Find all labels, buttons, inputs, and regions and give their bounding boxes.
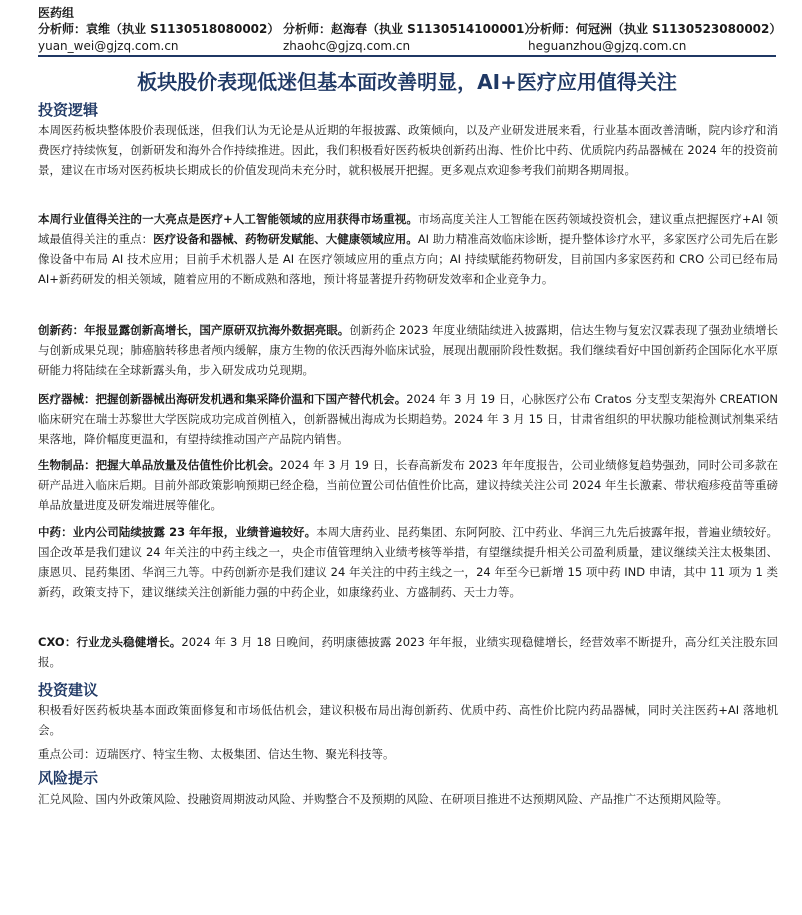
analyst-2	[283, 21, 536, 55]
devices-text: 2024 年 3 月 19 日，心脉医疗公布 Cratos 分支型支架海外 CREATION 临床研究在瑞士苏黎世大学医院成功完成首例植入，创新器械出海成为长期趋势。2024 年 3 月 15 日，甘肃省组织的甲状腺功能检测试剂集采结果落地，降价幅度更温和，有望持续推动国产产品院内销售。	[38, 392, 778, 446]
devices-highlight: 医疗器械：把握创新器械出海研发机遇和集采降价温和下国产替代机会。	[38, 392, 407, 406]
section-heading-risk: 风险提示	[38, 769, 99, 787]
ai-highlight: 本周行业值得关注的一大亮点是医疗+人工智能领域的应用获得市场重视。	[38, 212, 418, 226]
tcm-highlight: 中药：业内公司陆续披露 23 年年报，业绩普遍较好。	[38, 525, 317, 539]
logic-paragraph-devices	[38, 390, 778, 450]
innovative-drugs-highlight: 创新药：年报显露创新高增长，国产原研双抗海外数据亮眼。	[38, 323, 350, 337]
analyst-email: yuan_wei@gjzq.com.cn	[38, 39, 179, 53]
logic-paragraph-1: 本周医药板块整体股价表现低迷，但我们认为无论是从近期的年报披露、政策倾向，以及产业研发进展来看，行业基本面改善清晰，院内诊疗和消费医疗持续恢复，创新研发和海外合作持续推进。因此，我们积极看好医药板块创新药出海、性价比中药、优质院内药品器械在 2024 年的投资前景，建议在市场对医药板块长期成长的价值发现尚未充分时，就积极展开把握。更多观点欢迎参考我们前期各期周报。	[38, 123, 778, 177]
logic-paragraph-tcm	[38, 523, 778, 603]
group-label: 医药组	[38, 6, 75, 20]
tcm-text: 本周大唐药业、昆药集团、东阿阿胶、江中药业、华润三九先后披露年报，普遍业绩较好。国企改革是我们建议 24 年关注的中药主线之一，央企市值管理纳入业绩考核等举措，有望继续提升相关公司盈利质量，建议继续关注太极集团、康恩贝、昆药集团、华润三九等。中药创新亦是我们建议 24 年关注的中药主线之一，24 年至今已新增 15 项中药 IND 申请，其中 11 项为 1 类新药，政策支持下，建议继续关注创新能力强的中药企业，如康缘药业、方盛制药、天士力等。	[38, 525, 778, 599]
advice-key-companies: 重点公司：迈瑞医疗、特宝生物、太极集团、信达生物、聚光科技等。	[38, 747, 395, 761]
biologics-text: 2024 年 3 月 19 日，长春高新发布 2023 年年度报告，公司业绩修复趋势强劲，同时公司多款在研产品进入临床后期。目前外部政策影响预期已经企稳，当前位置公司估值性价比高，建议持续关注公司 2024 年生长激素、带状疱疹疫苗等重磅单品放量进度及研发端进展等催化。	[38, 458, 779, 512]
ai-text-b: AI 助力精准高效临床诊断，提升整体诊疗水平，多家医疗公司先后在影像设备中布局 AI 技术应用；目前手术机器人是 AI 在医疗领域应用的重点方向；AI 持续赋能药物研发，目前国内多家医药和 CRO 公司已经布局 AI+新药研发的相关领域，随着应用的不断成熟和落地，预计将显著提升药物研发效率和企业竞争力。	[38, 231, 778, 286]
logic-paragraph-ai	[38, 210, 778, 290]
analyst-name: 分析师：赵海春（执业 S1130514100001）	[283, 22, 537, 36]
analyst-3	[528, 21, 781, 55]
biologics-highlight: 生物制品：把握大单品放量及估值性价比机会。	[38, 458, 280, 472]
cxo-text: 2024 年 3 月 18 日晚间，药明康德披露 2023 年年报，业绩实现稳健增长，经营效率不断提升，高分红关注股东回报。	[38, 635, 778, 669]
section-heading-logic: 投资逻辑	[38, 101, 99, 119]
report-title: 板块股价表现低迷但基本面改善明显，AI+医疗应用值得关注	[137, 70, 677, 94]
header-divider	[38, 55, 776, 57]
advice-paragraph-1: 积极看好医药板块基本面政策面修复和市场低估机会，建议积极布局出海创新药、优质中药、高性价比院内药品器械，同时关注医药+AI 落地机会。	[38, 703, 778, 737]
logic-paragraph-cxo	[38, 633, 778, 673]
logic-paragraph-biologics	[38, 456, 778, 516]
ai-highlight-focus: 医疗设备和器械、药物研发赋能、大健康领域应用。	[153, 231, 418, 246]
ai-text-a: 市场高度关注人工智能在医药领域投资机会，建议重点把握医疗+AI 领域最值得关注的重点：	[38, 212, 779, 246]
cxo-highlight: CXO：行业龙头稳健增长。	[38, 635, 182, 649]
analyst-1	[38, 21, 279, 55]
innovative-drugs-text: 创新药企 2023 年度业绩陆续进入披露期，信达生物与复宏汉霖表现了强劲业绩增长与创新成果兑现；肺癌脑转移患者颅内缓解，康方生物的依沃西海外临床试验，展现出靓丽阶段性数据。我们继续看好中国创新药企国际化水平原研能力将陆续在全球新露头角，步入研发成功兑现期。	[38, 323, 779, 377]
analyst-name: 分析师：袁维（执业 S1130518080002）	[38, 22, 280, 36]
section-heading-advice: 投资建议	[38, 681, 99, 699]
analyst-email: zhaohc@gjzq.com.cn	[283, 39, 411, 53]
analyst-email: heguanzhou@gjzq.com.cn	[528, 39, 687, 53]
risk-paragraph: 汇兑风险、国内外政策风险、投融资周期波动风险、并购整合不及预期的风险、在研项目推进不达预期风险、产品推广不达预期风险等。	[38, 792, 728, 806]
logic-paragraph-innovative-drugs	[38, 321, 778, 381]
analyst-name: 分析师：何冠洲（执业 S1130523080002）	[528, 22, 782, 36]
